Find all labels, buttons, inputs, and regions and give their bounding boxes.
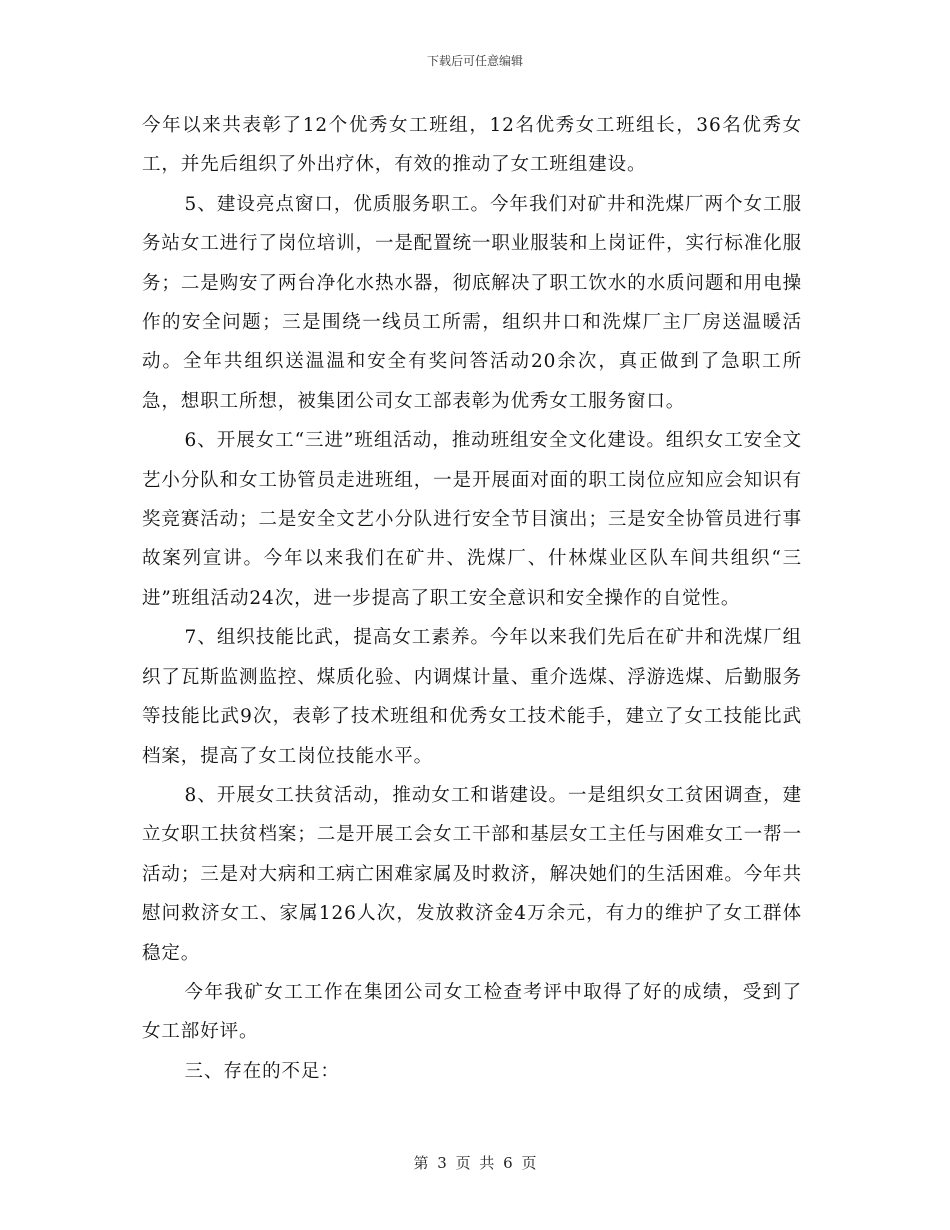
section-heading-shortcomings: 三、存在的不足： <box>184 1060 340 1082</box>
footer-page-number: 3 <box>437 1154 447 1172</box>
footer-middle: 页 共 <box>455 1154 495 1172</box>
paragraph-item-6: 6、开展女工“三进”班组活动，推动班组安全文化建设。组织女工安全文艺小分队和女工协管员走进班组，一是开展面对面的职工岗位应知应会知识有奖竞赛活动；二是安全文艺小分队进行安全节目演出；三是安全协管员进行事故案列宣讲。今年以来我们在矿井、洗煤厂、什林煤业区队车间共组织“三进”班组活动24次，进一步提高了职工安全意识和安全操作的自觉性。 <box>142 430 802 609</box>
footer-prefix: 第 <box>413 1154 429 1172</box>
footer-total-pages: 6 <box>503 1154 513 1172</box>
paragraph-item-8: 8、开展女工扶贫活动，推动女工和谐建设。一是组织女工贫困调查，建立女职工扶贫档案；二是开展工会女工干部和基层女工主任与困难女工一帮一活动；三是对大病和工病亡困难家属及时救济，解决她们的生活困难。今年共慰问救济女工、家属126人次，发放救济金4万余元，有力的维护了女工群体稳定。 <box>142 784 802 964</box>
document-body <box>142 106 802 1091</box>
paragraph-summary: 今年我矿女工工作在集团公司女工检查考评中取得了好的成绩，受到了女工部好评。 <box>142 981 802 1043</box>
footer-suffix: 页 <box>521 1154 537 1172</box>
paragraph-item-5: 5、建设亮点窗口，优质服务职工。今年我们对矿井和洗煤厂两个女工服务站女工进行了岗位培训，一是配置统一职业服装和上岗证件，实行标准化服务；二是购安了两台净化水热水器，彻底解决了职工饮水的水质问题和用电操作的安全问题；三是围绕一线员工所需，组织井口和洗煤厂主厂房送温暖活动。全年共组织送温温和安全有奖问答活动20余次，真正做到了急职工所急，想职工所想，被集团公司女工部表彰为优秀女工服务窗口。 <box>142 193 802 412</box>
paragraph-continuation: 今年以来共表彰了12个优秀女工班组，12名优秀女工班组长，36名优秀女工，并先后组织了外出疗休，有效的推动了女工班组建设。 <box>142 115 802 176</box>
page-footer <box>0 1153 950 1173</box>
page-header: 下载后可任意编辑 <box>426 54 523 68</box>
paragraph-item-7: 7、组织技能比武，提高女工素养。今年以来我们先后在矿井和洗煤厂组织了瓦斯监测监控、煤质化验、内调煤计量、重介选煤、浮游选煤、后勤服务等技能比武9次，表彰了技术班组和优秀女工技术能手，建立了女工技能比武档案，提高了女工岗位技能水平。 <box>142 627 802 767</box>
